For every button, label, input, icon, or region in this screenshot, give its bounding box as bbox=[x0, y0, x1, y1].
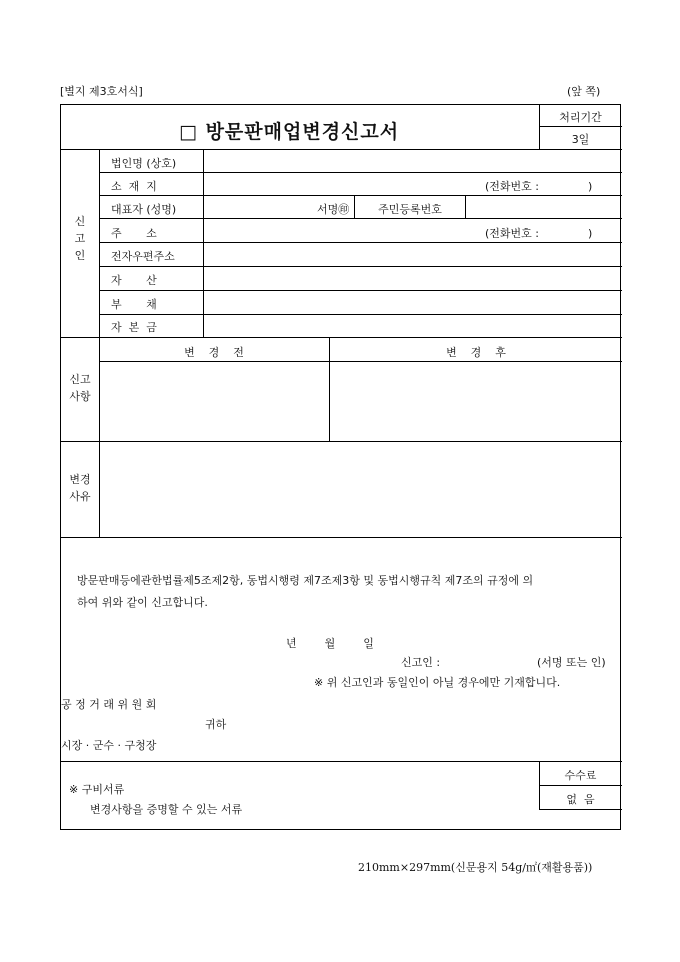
liabilities-label: 부 채 bbox=[111, 298, 157, 311]
reason-field[interactable] bbox=[100, 442, 621, 537]
paper-spec: 210mm×297mm(신문용지 54g/㎡(재활용품)) bbox=[358, 861, 593, 874]
email-label: 전자우편주소 bbox=[111, 250, 175, 263]
honorific: 귀하 bbox=[205, 718, 227, 731]
applicant-sign-label: 신고인 : bbox=[401, 656, 441, 669]
capital-label: 자 본 금 bbox=[111, 321, 157, 334]
resident-number-field[interactable] bbox=[466, 196, 621, 218]
documents-item: 변경사항을 증명할 수 있는 서류 bbox=[90, 803, 243, 816]
reason-section-label: 변경 사유 bbox=[69, 473, 91, 503]
page-side: (앞 쪽) bbox=[567, 85, 601, 98]
divider bbox=[539, 126, 622, 127]
assets-label: 자 산 bbox=[111, 274, 157, 287]
fee-value: 없 음 bbox=[566, 793, 595, 806]
date-line[interactable]: 년 월 일 bbox=[286, 637, 374, 650]
company-name-label: 법인명 (상호) bbox=[111, 157, 177, 170]
divider bbox=[539, 785, 622, 786]
signature-label[interactable]: 서명㊞ bbox=[317, 203, 350, 216]
form-number: [별지 제3호서식] bbox=[60, 85, 143, 98]
address-label: 주 소 bbox=[111, 227, 157, 240]
recipient-ftc: 공 정 거 래 위 원 회 bbox=[61, 698, 157, 711]
applicant-section-label: 신 고 인 bbox=[74, 215, 86, 262]
title-checkbox[interactable]: □ bbox=[179, 121, 198, 143]
after-field[interactable] bbox=[330, 362, 621, 440]
address-field[interactable] bbox=[204, 219, 484, 242]
location-field[interactable] bbox=[204, 173, 484, 195]
fee-label: 수수료 bbox=[564, 769, 597, 782]
documents-heading: ※ 구비서류 bbox=[69, 783, 125, 796]
assets-field[interactable] bbox=[204, 267, 621, 290]
same-person-note: ※ 위 신고인과 동일인이 아닐 경우에만 기재합니다. bbox=[314, 676, 561, 689]
location-label: 소 재 지 bbox=[111, 180, 157, 193]
capital-field[interactable] bbox=[204, 315, 621, 337]
email-field[interactable] bbox=[204, 243, 621, 266]
report-form bbox=[60, 104, 621, 830]
recipient-local: 시장 · 군수 · 구청장 bbox=[61, 739, 157, 752]
company-name-field[interactable] bbox=[204, 150, 621, 172]
divider bbox=[61, 337, 622, 338]
before-field[interactable] bbox=[100, 362, 328, 440]
divider bbox=[99, 149, 100, 337]
representative-label: 대표자 (성명) bbox=[111, 203, 177, 216]
liabilities-field[interactable] bbox=[204, 291, 621, 314]
processing-label: 처리기간 bbox=[559, 111, 602, 124]
statement-line1: 방문판매등에관한법률제5조제2항, 동법시행령 제7조제3항 및 동법시행규칙 제7조의 규정에 의 bbox=[77, 574, 534, 587]
after-header: 변 경 후 bbox=[446, 346, 506, 359]
title-text: 방문판매업변경신고서 bbox=[205, 121, 400, 143]
statement-line2: 하여 위와 같이 신고합니다. bbox=[77, 596, 208, 609]
report-section-label: 신고 사항 bbox=[69, 373, 91, 403]
resident-number-label: 주민등록번호 bbox=[378, 203, 442, 216]
before-header: 변 경 전 bbox=[184, 346, 244, 359]
sign-note: (서명 또는 인) bbox=[537, 656, 606, 669]
processing-value: 3일 bbox=[571, 133, 590, 146]
location-phone[interactable]: (전화번호 : ) bbox=[485, 180, 593, 193]
divider bbox=[61, 761, 622, 762]
representative-field[interactable] bbox=[204, 196, 314, 218]
form-title bbox=[179, 117, 399, 144]
divider bbox=[61, 537, 622, 538]
address-phone[interactable]: (전화번호 : ) bbox=[485, 227, 593, 240]
divider bbox=[539, 809, 622, 810]
